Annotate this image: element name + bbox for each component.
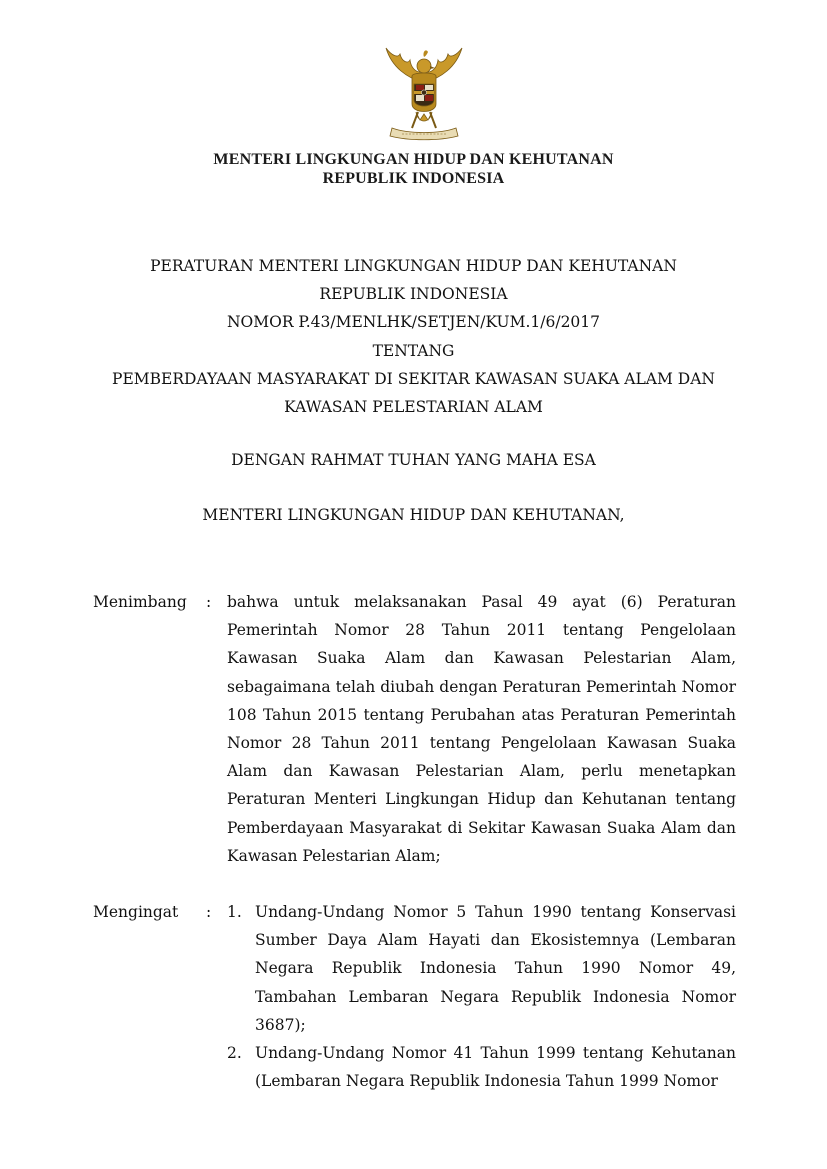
considering-label: Menimbang xyxy=(93,593,187,611)
recalling-label: Mengingat xyxy=(93,903,179,921)
list-item-text: Undang-Undang Nomor 5 Tahun 1990 tentang Konservasi Sumber Daya Alam Hayati dan Ekosistemnya (Lembaran Negara Republik Indonesia Tahun 1990 Nomor 49, Tambahan Lembaran Negara Republik Indonesia Nomor 3687); xyxy=(255,903,736,1034)
list-item xyxy=(227,1039,736,1095)
ministry-header xyxy=(0,150,827,188)
title-subject-2: KAWASAN PELESTARIAN ALAM xyxy=(284,398,543,417)
list-item-number: 1. xyxy=(227,903,242,921)
regulation-number: NOMOR P.43/MENLHK/SETJEN/KUM.1/6/2017 xyxy=(226,313,601,332)
considering-text: bahwa untuk melaksanakan Pasal 49 ayat (6) Peraturan Pemerintah Nomor 28 Tahun 2011 tentang Pengelolaan Kawasan Suaka Alam dan Kawasan Pelestarian Alam, sebagaimana telah diubah dengan Peraturan Pemerintah Nomor 108 Tahun 2015 tentang Perubahan atas Peraturan Pemerintah Nomor 28 Tahun 2011 tentang Pengelolaan Kawasan Suaka Alam dan Kawasan Pelestarian Alam, perlu menetapkan Peraturan Menteri Lingkungan Hidup dan Kehutanan tentang Pemberdayaan Masyarakat di Sekitar Kawasan Suaka Alam dan Kawasan Pelestarian Alam; xyxy=(227,593,736,865)
garuda-pancasila-icon xyxy=(378,42,470,142)
title-line-2: REPUBLIK INDONESIA xyxy=(319,285,508,304)
header-line-1: MENTERI LINGKUNGAN HIDUP DAN KEHUTANAN xyxy=(213,151,614,168)
recalling-list xyxy=(227,898,736,1095)
minister-line: MENTERI LINGKUNGAN HIDUP DAN KEHUTANAN, xyxy=(202,506,625,524)
considering-colon: : xyxy=(206,593,212,611)
recalling-colon: : xyxy=(206,903,212,921)
header-line-2: REPUBLIK INDONESIA xyxy=(322,170,505,187)
title-about: TENTANG xyxy=(372,341,455,360)
regulation-title xyxy=(0,252,827,421)
title-line-1: PERATURAN MENTERI LINGKUNGAN HIDUP DAN KEHUTANAN xyxy=(150,257,677,275)
invocation: DENGAN RAHMAT TUHAN YANG MAHA ESA xyxy=(231,451,596,469)
list-item-text: Undang-Undang Nomor 41 Tahun 1999 tentang Kehutanan (Lembaran Negara Republik Indonesia Tahun 1999 Nomor xyxy=(255,1044,736,1091)
title-subject-1: PEMBERDAYAAN MASYARAKAT DI SEKITAR KAWASAN SUAKA ALAM DAN xyxy=(112,369,715,388)
list-item-number: 2. xyxy=(227,1044,242,1063)
list-item xyxy=(227,898,736,1039)
